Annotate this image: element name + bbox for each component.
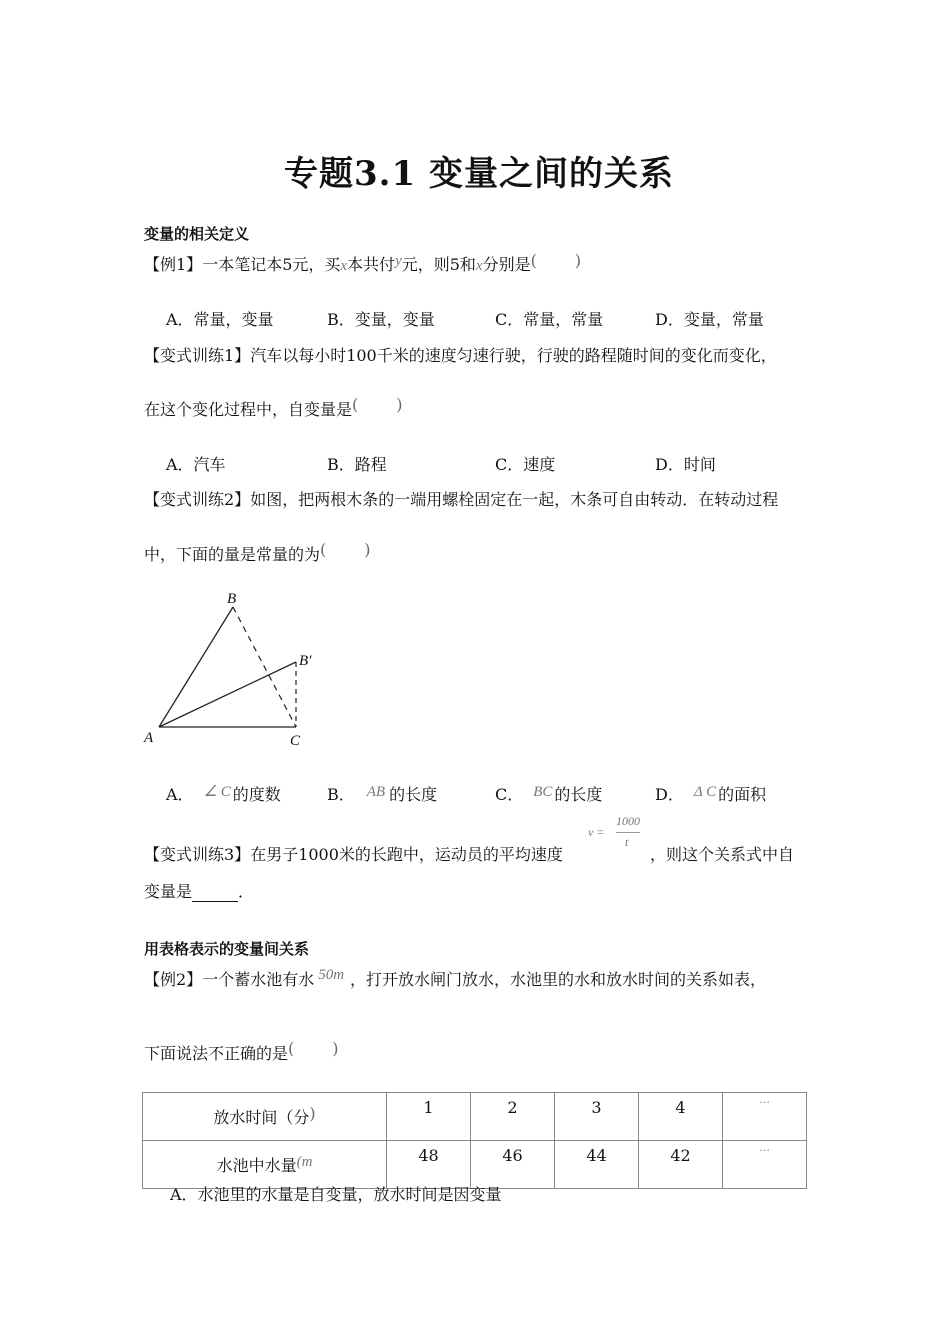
example1-option-a: A．常量，变量: [166, 310, 274, 329]
example2-text-b: ，打开放水闸门放水，水池里的水和放水时间的关系如表，: [350, 970, 767, 989]
formula-bar: [616, 832, 640, 833]
practice1-paren-close: ): [396, 395, 403, 414]
table-head-time: [143, 1093, 387, 1141]
practice1-option-c: C．速度: [495, 455, 556, 474]
example1-paren-close: ): [574, 251, 582, 270]
practice2-option-a-math: ∠ C: [203, 784, 231, 800]
practice1-option-b: B．路程: [327, 455, 387, 474]
practice2-option-d: [655, 782, 766, 805]
example1-var-y: y: [395, 253, 402, 269]
practice1-paren-open: (: [352, 395, 359, 414]
practice3-label: 【变式训练3】: [144, 845, 251, 864]
table-head-volume-text: 水池中水量: [216, 1156, 297, 1175]
velocity-formula: [588, 815, 652, 855]
practice1-option-d: D．时间: [655, 455, 716, 474]
section-heading-table-relations: 用表格表示的变量间关系: [144, 940, 310, 958]
practice2-paren-close: ): [364, 540, 371, 559]
practice2-paren-open: (: [320, 540, 327, 559]
practice2-option-b-suffix: 的长度: [389, 785, 438, 804]
table-head-time-tail: ): [309, 1104, 316, 1123]
practice2-option-a-prefix: A．: [166, 785, 194, 804]
example2-label: 【例2】: [144, 970, 203, 989]
practice2-line2: [144, 542, 371, 565]
label-B: B: [227, 591, 237, 607]
example2-volume-math: 50m: [318, 967, 345, 983]
practice2-option-b-math: AB: [366, 784, 386, 800]
practice2-option-d-math: Δ C: [693, 784, 717, 800]
formula-lhs: v =: [588, 825, 605, 839]
table-row-time: [143, 1093, 807, 1141]
example1-text-b: 本共付: [347, 255, 396, 274]
table-head-time-text: 放水时间（分: [213, 1108, 310, 1127]
example2-text-a: 一个蓄水池有水: [202, 970, 315, 989]
practice1-text: 汽车以每小时100千米的速度匀速行驶，行驶的路程随时间的变化而变化，: [250, 346, 777, 365]
practice1-line1: [144, 343, 777, 366]
practice2-option-c: [495, 782, 602, 805]
practice2-option-a-suffix: 的度数: [232, 785, 281, 804]
formula-numerator: 1000: [616, 814, 640, 828]
table-head-volume-tail: (m: [296, 1154, 313, 1170]
practice3-line2-end: ．: [238, 882, 255, 901]
practice3-line2-text: 变量是: [144, 882, 193, 901]
example1-text-d: 分别是: [482, 255, 531, 274]
table-cell-ellipsis: …: [723, 1141, 807, 1189]
example1-option-c: C．常量，常量: [495, 310, 604, 329]
example1-option-b: B．变量，变量: [327, 310, 435, 329]
table-cell: 42: [639, 1141, 723, 1189]
label-A: A: [144, 730, 154, 746]
practice2-option-b-prefix: B．: [327, 785, 355, 804]
table-cell: 44: [555, 1141, 639, 1189]
table-cell: 3: [555, 1093, 639, 1141]
example2-line2-text: 下面说法不正确的是: [144, 1044, 289, 1063]
practice2-option-d-suffix: 的面积: [718, 785, 767, 804]
practice2-option-a: [166, 782, 281, 805]
practice2-option-d-prefix: D．: [655, 785, 684, 804]
example2-option-a: A．水池里的水量是自变量，放水时间是因变量: [170, 1185, 502, 1204]
table-cell: 2: [471, 1093, 555, 1141]
section-heading-definitions: 变量的相关定义: [144, 225, 250, 243]
table-cell: 48: [387, 1141, 471, 1189]
table-cell-ellipsis: …: [723, 1093, 807, 1141]
example1-var-x2: x: [475, 258, 483, 274]
example2-paren-open: (: [288, 1039, 295, 1058]
practice2-option-c-suffix: 的长度: [554, 785, 603, 804]
table-cell: 46: [471, 1141, 555, 1189]
label-B-prime: B′: [299, 653, 312, 669]
table-cell: 1: [387, 1093, 471, 1141]
example1-label: 【例1】: [144, 255, 203, 274]
practice2-line2-text: 中，下面的量是常量的为: [144, 545, 321, 564]
label-C: C: [290, 733, 301, 749]
example1-question: [144, 252, 581, 275]
practice2-line1: [144, 487, 778, 510]
practice2-option-c-math: BC: [533, 784, 553, 800]
drain-data-table: [142, 1092, 807, 1189]
practice3-line1: [144, 842, 563, 865]
example2-line1: [144, 967, 766, 990]
formula-denominator: t: [625, 835, 629, 849]
practice3-text-a: 在男子1000米的长跑中，运动员的平均速度: [250, 845, 563, 864]
example1-text-c: 元，则5和: [401, 255, 476, 274]
practice2-text: 如图，把两根木条的一端用螺栓固定在一起，木条可自由转动．在转动过程: [250, 490, 779, 509]
practice1-line2: [144, 397, 403, 420]
practice2-option-b: [327, 782, 437, 805]
practice2-option-c-prefix: C．: [495, 785, 524, 804]
example1-paren-open: (: [530, 251, 537, 270]
example1-text-a: 一本笔记本5元，买: [202, 255, 341, 274]
practice1-option-a: A．汽车: [166, 455, 226, 474]
practice1-label: 【变式训练1】: [144, 346, 251, 365]
example1-var-x: x: [340, 258, 348, 274]
example1-option-d: D．变量，常量: [655, 310, 764, 329]
example2-line2: [144, 1041, 339, 1064]
rotating-sticks-figure: [138, 585, 338, 755]
practice3-line2: [144, 879, 254, 902]
answer-blank[interactable]: [192, 885, 238, 902]
table-cell: 4: [639, 1093, 723, 1141]
practice3-text-b: ，则这个关系式中自: [650, 845, 795, 864]
page-title: 专题3.1 变量之间的关系: [284, 154, 674, 194]
practice1-line2-text: 在这个变化过程中，自变量是: [144, 400, 353, 419]
practice2-label: 【变式训练2】: [144, 490, 251, 509]
example2-paren-close: ): [332, 1039, 339, 1058]
